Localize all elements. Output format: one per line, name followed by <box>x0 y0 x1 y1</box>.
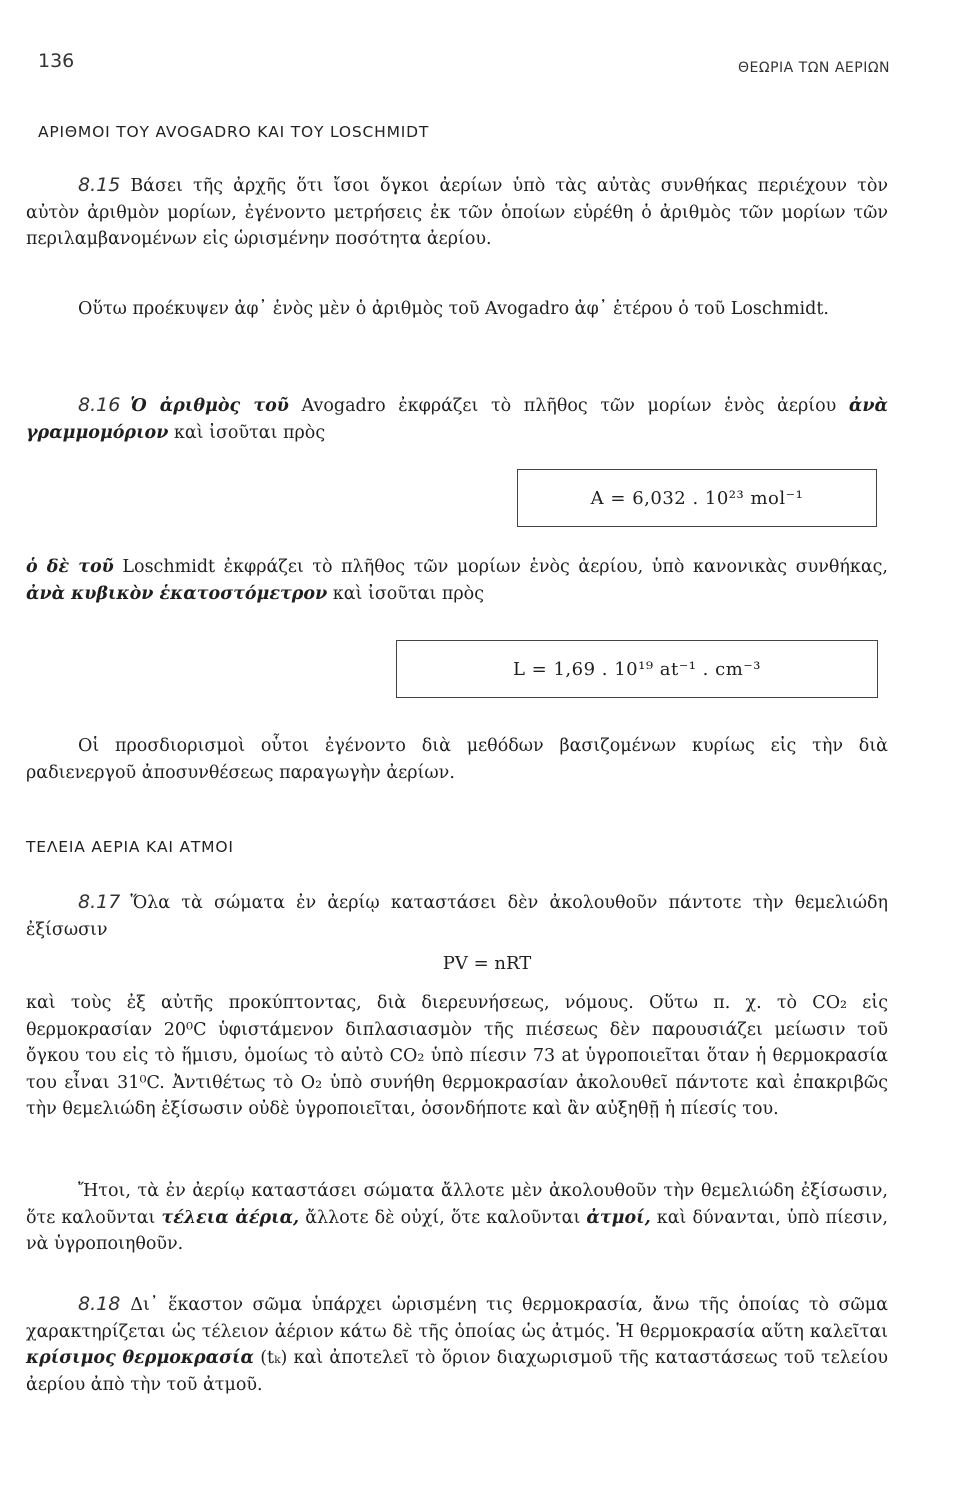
paragraph-text: καὶ δύνανται, ὑπὸ πίεσιν, νὰ ὑγροποιηθοῦν. <box>26 1207 888 1254</box>
paragraph-text: Ἤτοι, τὰ ἐν ἀερίῳ καταστάσει σώματα ἄλλοτε μὲν ἀκολουθοῦν τὴν θεμελιώδη ἐξίσωσιν, ὅτε καλοῦνται <box>26 1181 888 1228</box>
paragraph-text: Avogadro ἐκφράζει τὸ πλῆθος τῶν μορίων ἑνὸς ἀερίου <box>288 396 849 416</box>
paragraph-number: 8.18 <box>78 1293 121 1315</box>
emphasis-term: Ὁ ἀριθμὸς τοῦ <box>130 396 289 416</box>
emphasis-term: κρίσιμος θερμοκρασία <box>26 1348 254 1368</box>
paragraph-number: 8.16 <box>78 394 121 416</box>
paragraph-text: καὶ ἰσοῦται πρὸς <box>327 583 485 604</box>
section-title-avogadro-loschmidt: ΑΡΙΘΜΟΙ ΤΟΥ AVOGADRO ΚΑΙ ΤΟΥ LOSCHMIDT <box>38 123 430 141</box>
emphasis-term: ὁ δὲ τοῦ <box>26 557 114 577</box>
loschmidt-formula: L = 1,69 . 10¹⁹ at⁻¹ . cm⁻³ <box>513 658 761 680</box>
paragraph-number: 8.17 <box>78 891 121 913</box>
paragraph-text: καὶ ἰσοῦται πρὸς <box>168 422 326 443</box>
paragraph-text: Βάσει τῆς ἀρχῆς ὅτι ἴσοι ὄγκοι ἀερίων ὑπὸ τὰς αὐτὰς συνθήκας περιέχουν τὸν αὐτὸν ἀριθμὸν μορίων, ἐγένοντο μετρήσεις ἐκ τῶν ὁποίων εὑρέθη ὁ ἀριθμὸς τῶν μορίων τῶν περιλαμβανομένων εἰς ὡρισμένην ποσότητα ἀερίου. <box>26 176 888 249</box>
emphasis-term: τέλεια ἀέρια, <box>161 1207 300 1228</box>
running-head: ΘΕΩΡΙΑ ΤΩΝ ΑΕΡΙΩΝ <box>738 60 890 76</box>
paragraph-8-17-conclusion <box>26 1178 888 1258</box>
paragraph-text: ἄλλοτε δὲ οὐχί, ὅτε καλοῦνται <box>299 1207 587 1228</box>
paragraph-text: Ὅλα τὰ σώματα ἐν ἀερίῳ καταστάσει δὲν ἀκολουθοῦν πάντοτε τὴν θεμελιώδη ἐξίσωσιν <box>26 893 888 940</box>
section-title-ideal-gases-vapors: ΤΕΛΕΙΑ ΑΕΡΙΑ ΚΑΙ ΑΤΜΟΙ <box>26 838 234 856</box>
paragraph-text: Οὕτω προέκυψεν ἀφ᾽ ἑνὸς μὲν ὁ ἀριθμὸς τοῦ Avogadro ἀφ᾽ ἑτέρου ὁ τοῦ Loschmidt. <box>78 299 829 319</box>
avogadro-formula: A = 6,032 . 10²³ mol⁻¹ <box>590 487 804 509</box>
paragraph-8-15-continued <box>26 296 888 323</box>
paragraph-8-17-examples <box>26 990 888 1123</box>
paragraph-8-15 <box>26 172 888 253</box>
paragraph-number: 8.15 <box>78 174 121 196</box>
paragraph-text: Οἱ προσδιορισμοὶ οὗτοι ἐγένοντο διὰ μεθόδων βασιζομένων κυρίως εἰς τὴν διὰ ραδιενεργοῦ ἀποσυνθέσεως παραγωγὴν ἀερίων. <box>26 736 888 783</box>
emphasis-term: ἀτμοί, <box>586 1207 651 1228</box>
formula-box-loschmidt <box>396 640 878 698</box>
paragraph-text: καὶ τοὺς ἐξ αὐτῆς προκύπτοντας, διὰ διερευνήσεως, νόμους. Οὕτω π. χ. τὸ CO₂ εἰς θερμοκρασίαν 20⁰C ὑφιστάμενον διπλασιασμὸν τῆς πιέσεως δὲν παρουσιάζει μείωσιν τοῦ ὄγκου του εἰς τὸ ἥμισυ, ὁμοίως τὸ αὐτὸ CO₂ ὑπὸ πίεσιν 73 at ὑγροποιεῖται ὅταν ἡ θερμοκρασία του εἶναι 31⁰C. Ἀντιθέτως τὸ O₂ ὑπὸ συνήθη θερμοκρασίαν ἀκολουθεῖ πάντοτε καὶ ἐπακριβῶς τὴν θεμελιώδη ἐξίσωσιν οὐδὲ ὑγροποιεῖται, ὁσονδήποτε καὶ ἂν αὐξηθῇ ἡ πίεσίς του. <box>26 993 888 1119</box>
paragraph-text: Loschmidt ἐκφράζει τὸ πλῆθος τῶν μορίων ἑνὸς ἀερίου, ὑπὸ κανονικὰς συνθήκας, <box>113 557 888 577</box>
paragraph-8-18 <box>26 1291 888 1398</box>
emphasis-term: ἀνὰ κυβικὸν ἑκατοστόμετρον <box>26 583 328 604</box>
paragraph-text: Δι᾽ ἕκαστον σῶμα ὑπάρχει ὡρισμένη τις θερμοκρασία, ἄνω τῆς ὁποίας τὸ σῶμα χαρακτηρίζεται ὡς τέλειον ἀέριον κάτω δὲ τῆς ὁποίας ὡς ἀτμός. Ἡ θερμοκρασία αὕτη καλεῖται <box>26 1295 888 1342</box>
gas-law-equation: PV = nRT <box>442 953 532 974</box>
paragraph-8-16 <box>26 392 888 446</box>
page-number: 136 <box>38 50 75 72</box>
paragraph-determinations <box>26 733 888 786</box>
paragraph-loschmidt <box>26 554 888 607</box>
paragraph-8-17 <box>26 889 888 943</box>
formula-box-avogadro <box>517 469 877 527</box>
emphasis-term: ἀνὰ γραμμομόριον <box>26 396 888 443</box>
paragraph-text: (tₖ) καὶ ἀποτελεῖ τὸ ὅριον διαχωρισμοῦ τῆς καταστάσεως τοῦ τελείου ἀερίου ἀπὸ τὴν τοῦ ἀτμοῦ. <box>26 1348 888 1395</box>
